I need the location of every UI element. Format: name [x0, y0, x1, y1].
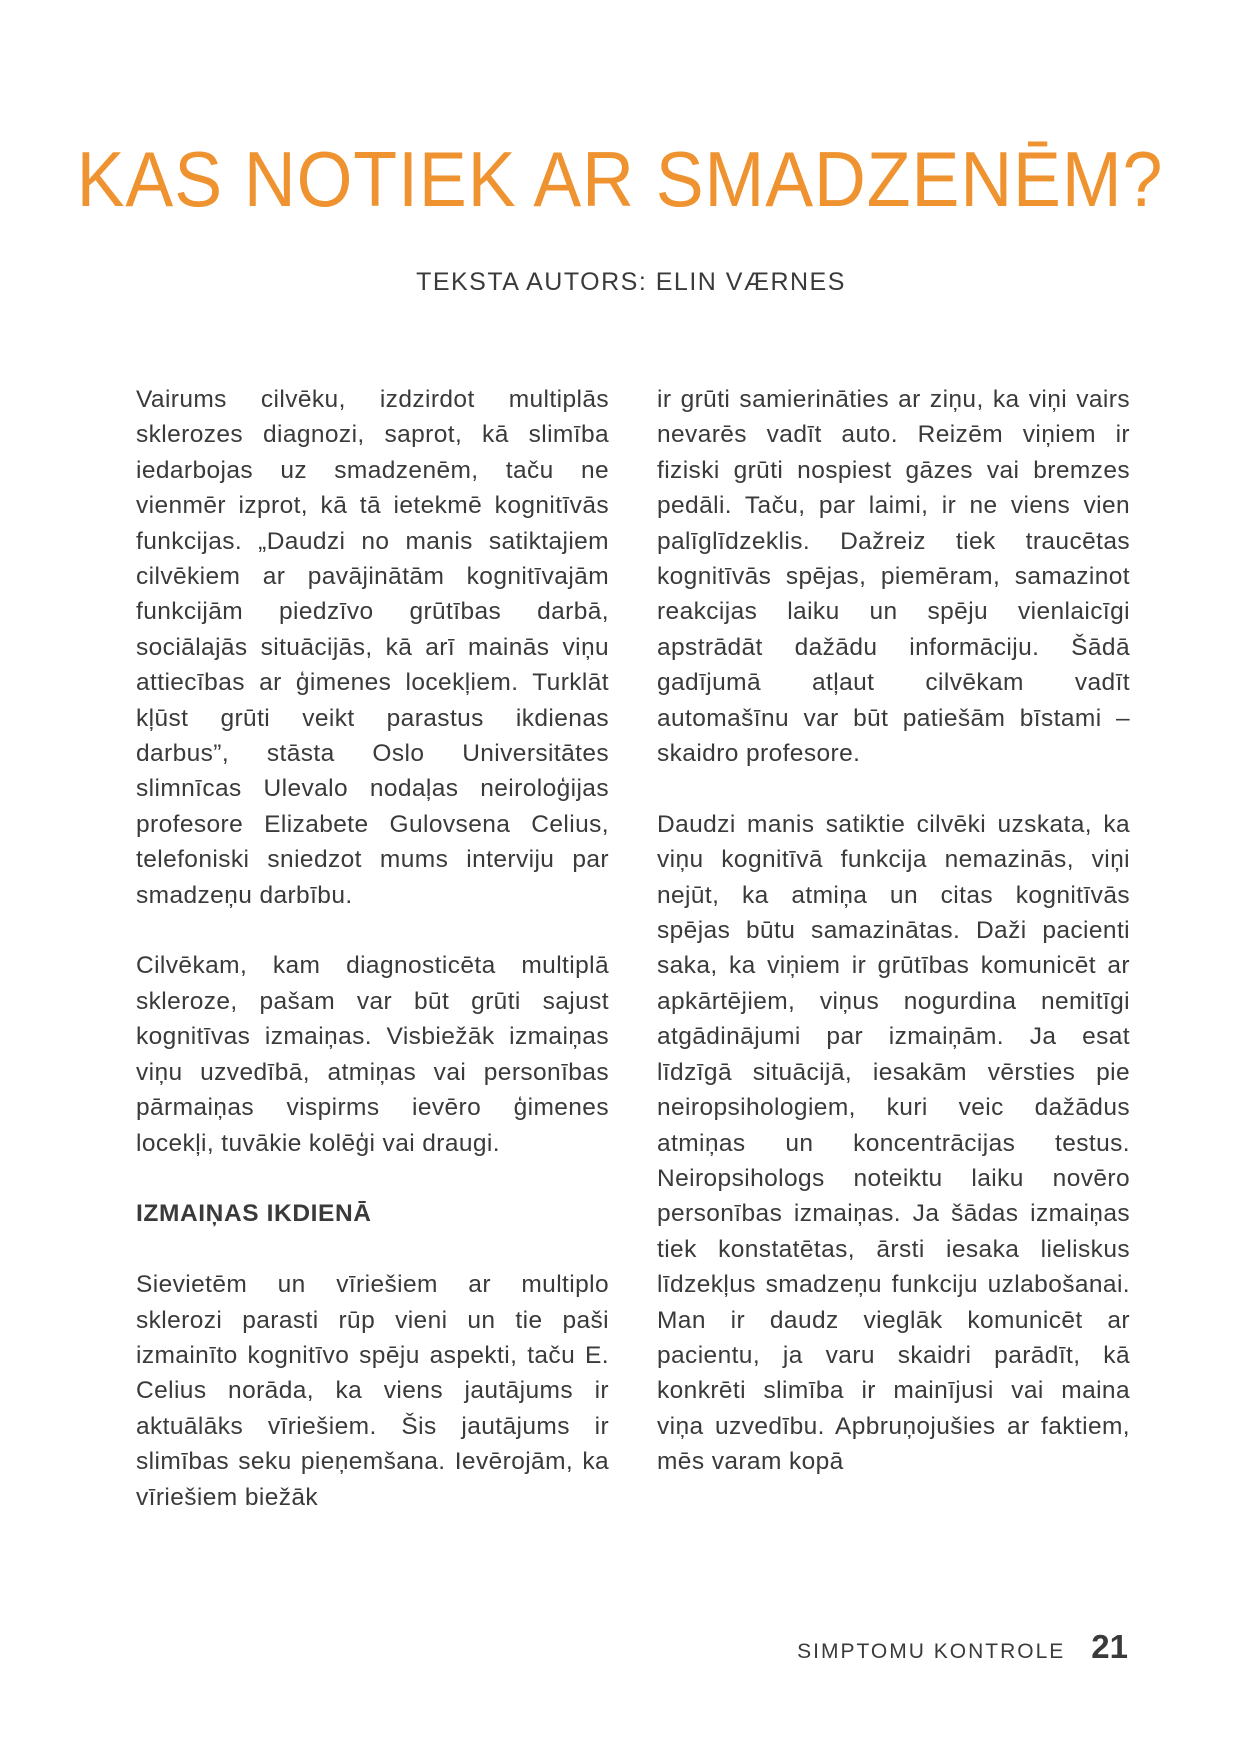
paragraph: ir grūti samierināties ar ziņu, ka viņi vairs nevarēs vadīt auto. Reizēm viņiem ir fiziski grūti nospiest gāzes vai bremzes pedāli. Taču, par laimi, ir ne viens vien palīglīdzeklis. Dažreiz tiek traucētas kognitīvās spējas, piemēram, samazinot reakcijas laiku un spēju vienlaicīgi apstrādāt dažādu informāciju. Šādā gadījumā atļaut cilvēkam vadīt automašīnu var būt patiešām bīstami – skaidro profesore. — [657, 386, 1130, 768]
section-heading: IZMAIŅAS IKDIENĀ — [136, 1200, 372, 1228]
page-number: 21 — [1091, 1628, 1128, 1665]
author-byline: TEKSTA AUTORS: ELIN VÆRNES — [416, 268, 846, 296]
left-column — [136, 382, 609, 1515]
paragraph: Sievietēm un vīriešiem ar multiplo sklerozi parasti rūp vieni un tie paši izmainīto kognitīvo spēju aspekti, taču E. Celius norāda, ka viens jautājums ir aktuālāks vīriešiem. Šis jautājums ir slimības seku pieņemšana. Ievērojām, ka vīriešiem biežāk — [136, 1271, 609, 1511]
article-title: KAS NOTIEK AR SMADZENĒM? — [76, 135, 1164, 223]
page-footer — [797, 1628, 1128, 1666]
paragraph: Daudzi manis satiktie cilvēki uzskata, ka viņu kognitīvā funkcija nemazinās, viņi nejūt, ka atmiņa un citas kognitīvās spējas būtu samazinātas. Daži pacienti saka, ka viņiem ir grūtības komunicēt ar apkārtējiem, viņus nogurdina nemitīgi atgādinājumi par izmaiņām. Ja esat līdzīgā situācijā, iesakām vērsties pie neiropsihologiem, kuri veic dažādus atmiņas un koncentrācijas testus. Neiropsihologs noteiktu laiku novēro personības izmaiņas. Ja šādas izmaiņas tiek konstatētas, ārsti iesaka lieliskus līdzekļus smadzeņu funkciju uzlabošanai. Man ir daudz vieglāk komunicēt ar pacientu, ja varu skaidri parādīt, kā konkrēti slimība ir mainījusi vai maina viņa uzvedību. Apbruņojušies ar faktiem, mēs varam kopā — [657, 810, 1130, 1476]
paragraph: Cilvēkam, kam diagnosticēta multiplā skleroze, pašam var būt grūti sajust kognitīvas izmaiņas. Visbiežāk izmaiņas viņu uzvedībā, atmiņas vai personības pārmaiņas vispirms ievēro ģimenes locekļi, tuvākie kolēģi vai draugi. — [136, 952, 609, 1157]
paragraph: Vairums cilvēku, izdzirdot multiplās sklerozes diagnozi, saprot, kā slimība iedarbojas uz smadzenēm, taču ne vienmēr izprot, kā tā ietekmē kognitīvās funkcijas. „Daudzi no manis satiktajiem cilvēkiem ar pavājinātām kognitīvajām funkcijām piedzīvo grūtības darbā, sociālajās situācijās, kā arī mainās viņu attiecības ar ģimenes locekļiem. Turklāt kļūst grūti veikt parastus ikdienas darbus”, stāsta Oslo Universitātes slimnīcas Ulevalo nodaļas neiroloģijas profesore Elizabete Gulovsena Celius, telefoniski sniedzot mums interviju par smadzeņu darbību. — [136, 386, 609, 909]
right-column — [657, 382, 1130, 1480]
footer-section-title: SIMPTOMU KONTROLE — [797, 1640, 1066, 1663]
